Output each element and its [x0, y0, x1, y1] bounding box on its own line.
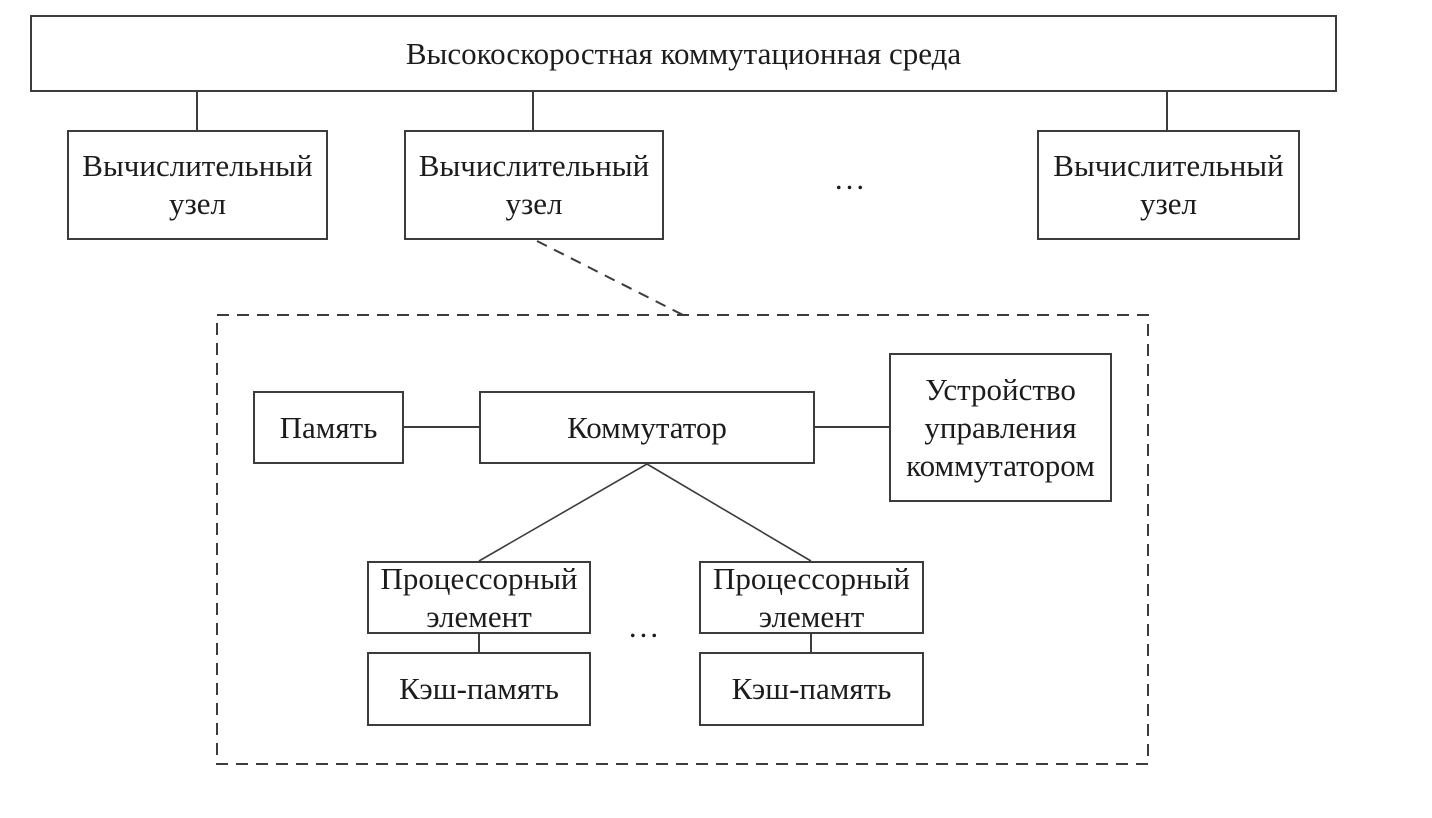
memory-box: Память — [253, 391, 404, 464]
compute-node-3-box: Вычислительный узел — [1037, 130, 1300, 240]
high-speed-switching-medium-box: Высокоскоростная коммутационная среда — [30, 15, 1337, 92]
switch-pe2-connector-line — [647, 464, 811, 561]
compute-nodes-ellipsis: ... — [834, 161, 868, 196]
processor-element-2-box: Процессорный элемент — [699, 561, 924, 634]
switch-box: Коммутатор — [479, 391, 815, 464]
processor-element-1-box: Процессорный элемент — [367, 561, 591, 634]
switch-control-unit-box: Устройство управления коммутатором — [889, 353, 1112, 502]
node2-detail-dashed-leader-line — [537, 241, 683, 315]
cache-memory-2-box: Кэш-память — [699, 652, 924, 726]
compute-node-1-box: Вычислительный узел — [67, 130, 328, 240]
compute-node-2-box: Вычислительный узел — [404, 130, 664, 240]
processor-elements-ellipsis: ... — [628, 609, 662, 644]
cache-memory-1-box: Кэш-память — [367, 652, 591, 726]
switch-pe1-connector-line — [479, 464, 647, 561]
